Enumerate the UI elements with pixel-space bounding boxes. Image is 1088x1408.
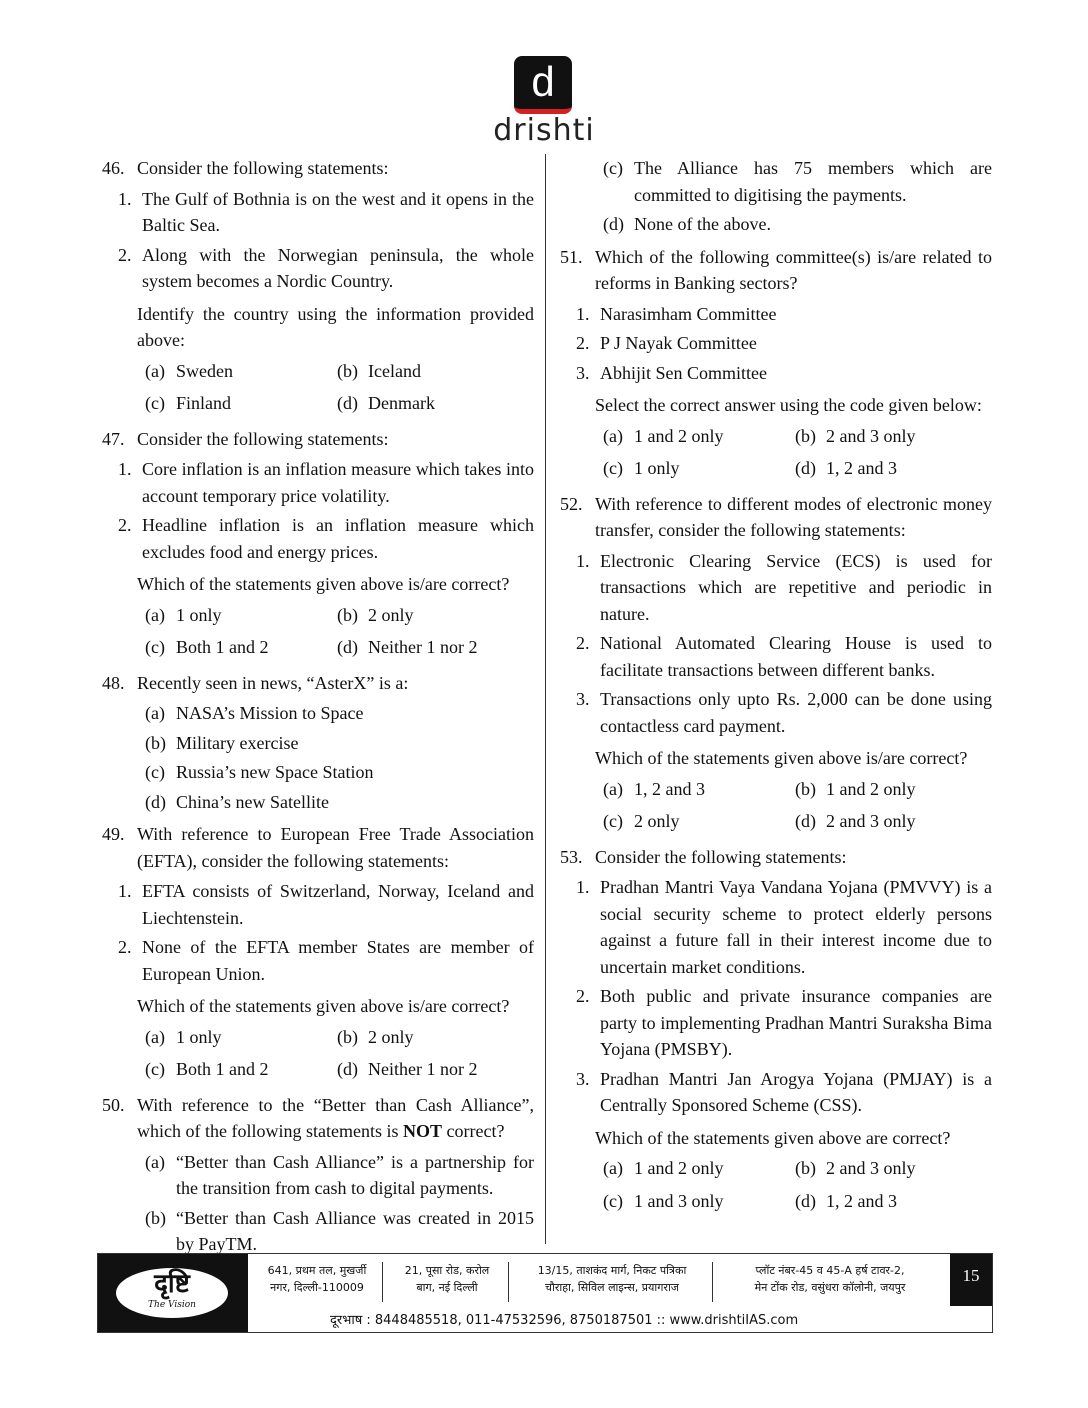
- option-b: (b) Iceland: [337, 360, 421, 381]
- option-d: (d) Denmark: [337, 393, 435, 413]
- option-c: (c) Russia’s new Space Station: [145, 762, 374, 782]
- instruction: Which of the statements given above is/are correct?: [595, 748, 968, 768]
- statement: 1. Electronic Clearing Service (ECS) is used for transactions which are repetitive and periodic in nature.: [576, 550, 992, 624]
- option-a: (a) 1 and 2 only: [603, 425, 724, 446]
- footer-logo-panel: [98, 1254, 248, 1332]
- option-d: (d) 2 and 3 only: [795, 811, 916, 831]
- address-1: 641, प्रथम तल, मुखर्जी नगर, दिल्ली-110009: [252, 1262, 383, 1302]
- option-c: (c) Finland: [145, 393, 232, 413]
- address-3: 13/15, ताशकंद मार्ग, निकट पत्रिका चौराहा, सिविल लाइन्स, प्रयागराज: [512, 1262, 713, 1302]
- option-c: (c) The Alliance has 75 members which are committed to digitising the payments.: [603, 158, 992, 205]
- option-a: (a) 1 only: [145, 1026, 222, 1047]
- statement: 2. P J Nayak Committee: [576, 333, 757, 353]
- instruction: Which of the statements given above is/are correct?: [137, 574, 510, 594]
- options: [603, 423, 992, 485]
- page-footer: [97, 1253, 993, 1333]
- options: [145, 602, 534, 664]
- option-c: (c) 2 only: [603, 811, 680, 831]
- option-b: (b) 2 only: [337, 1026, 414, 1047]
- statement: 2. Headline inflation is an inflation measure which excludes food and energy prices.: [118, 515, 534, 562]
- question-50: 50. With reference to the “Better than Cash Alliance”, which of the following statements is NOT correct?: [102, 1094, 534, 1141]
- statement: 3. Pradhan Mantri Jan Arogya Yojana (PMJAY) is a Centrally Sponsored Scheme (CSS).: [576, 1068, 992, 1115]
- instruction: Which of the statements given above is/are correct?: [137, 996, 510, 1016]
- drishti-logo: [514, 56, 572, 114]
- question-47: 47. Consider the following statements:: [102, 428, 389, 449]
- statement: 2. Along with the Norwegian peninsula, the whole system becomes a Nordic Country.: [118, 244, 534, 291]
- statement: 1. Narasimham Committee: [576, 303, 777, 324]
- option-a: (a) 1 only: [145, 604, 222, 625]
- instruction: Select the correct answer using the code given below:: [595, 395, 982, 415]
- statement: 3. Transactions only upto Rs. 2,000 can be done using contactless card payment.: [576, 689, 992, 736]
- statement: 3. Abhijit Sen Committee: [576, 362, 767, 383]
- statement: 2. None of the EFTA member States are member of European Union.: [118, 937, 534, 984]
- question-51: 51. Which of the following committee(s) is/are related to reforms in Banking sectors?: [560, 246, 992, 293]
- statement: 1. Core inflation is an inflation measure which takes into account temporary price volatility.: [118, 459, 534, 506]
- option-c: (c) 1 only: [603, 458, 680, 478]
- instruction: Identify the country using the information provided above:: [137, 303, 534, 350]
- contact-line: दूरभाष : 8448485518, 011-47532596, 8750187501 :: www.drishtiIAS.com: [330, 1313, 799, 1328]
- option-b: (b) 1 and 2 only: [795, 778, 916, 799]
- option-d: (d) 1, 2 and 3: [795, 1190, 897, 1211]
- option-d: (d) China’s new Satellite: [145, 791, 329, 812]
- options: [145, 1149, 534, 1258]
- question-52: 52. With reference to different modes of electronic money transfer, consider the following statements:: [560, 493, 992, 540]
- question-48: 48. Recently seen in news, “AsterX” is a:: [102, 672, 409, 693]
- logo-letter: d: [531, 58, 555, 105]
- option-d: (d) 1, 2 and 3: [795, 458, 897, 478]
- page-number: 15: [950, 1254, 992, 1306]
- options: [145, 358, 534, 420]
- address-2: 21, पूसा रोड, करोल बाग, नई दिल्ली: [386, 1262, 509, 1302]
- question-53: 53. Consider the following statements:: [560, 846, 847, 867]
- statement: 2. Both public and private insurance companies are party to implementing Pradhan Mantri Suraksha Bima Yojana (PMSBY).: [576, 986, 992, 1059]
- statement: 1. The Gulf of Bothnia is on the west and it opens in the Baltic Sea.: [118, 188, 534, 235]
- options: [145, 1024, 534, 1086]
- question-46: 46. Consider the following statements:: [102, 158, 389, 178]
- option-c: (c) Both 1 and 2: [145, 1059, 269, 1079]
- left-column: [102, 155, 534, 1264]
- option-b: (b) Military exercise: [145, 732, 299, 753]
- address-4: प्लॉट नंबर-45 व 45-A हर्ष टावर-2, मेन टोंक रोड, वसुंधरा कॉलोनी, जयपुर: [754, 1264, 906, 1294]
- drishti-vision-logo: दृष्टि The Vision: [116, 1268, 228, 1318]
- option-d: (d) Neither 1 nor 2: [337, 1059, 478, 1079]
- option-a: (a) NASA’s Mission to Space: [145, 703, 364, 723]
- option-a: (a) 1, 2 and 3: [603, 778, 705, 799]
- option-c: (c) 1 and 3 only: [603, 1190, 724, 1211]
- option-b: (b) 2 only: [337, 604, 414, 625]
- option-d: (d) Neither 1 nor 2: [337, 637, 478, 657]
- option-b: (b) 2 and 3 only: [795, 1158, 916, 1178]
- option-b: (b) “Better than Cash Alliance was created in 2015 by PayTM.: [145, 1207, 534, 1254]
- column-divider: [545, 154, 546, 1244]
- options-continued: [603, 155, 992, 238]
- options: [145, 700, 534, 815]
- option-a: (a) 1 and 2 only: [603, 1158, 724, 1178]
- option-c: (c) Both 1 and 2: [145, 637, 269, 657]
- option-a: (a) “Better than Cash Alliance” is a partnership for the transition from cash to digital payments.: [145, 1151, 534, 1198]
- brand-name: drishti: [493, 113, 595, 148]
- question-49: 49. With reference to European Free Trade Association (EFTA), consider the following statements:: [102, 824, 534, 871]
- option-a: (a) Sweden: [145, 360, 233, 381]
- right-column: [560, 155, 992, 1223]
- option-d: (d) None of the above.: [603, 214, 771, 234]
- statement: 1. Pradhan Mantri Vaya Vandana Yojana (PMVVY) is a social security scheme to protect elderly persons against a future fall in their interest income due to uncertain market conditions.: [576, 877, 992, 977]
- instruction: Which of the statements given above are correct?: [595, 1127, 951, 1148]
- option-b: (b) 2 and 3 only: [795, 425, 916, 446]
- options: [603, 776, 992, 838]
- statement: 2. National Automated Clearing House is used to facilitate transactions between different banks.: [576, 633, 992, 680]
- statement: 1. EFTA consists of Switzerland, Norway, Iceland and Liechtenstein.: [118, 881, 534, 928]
- options: [603, 1155, 992, 1217]
